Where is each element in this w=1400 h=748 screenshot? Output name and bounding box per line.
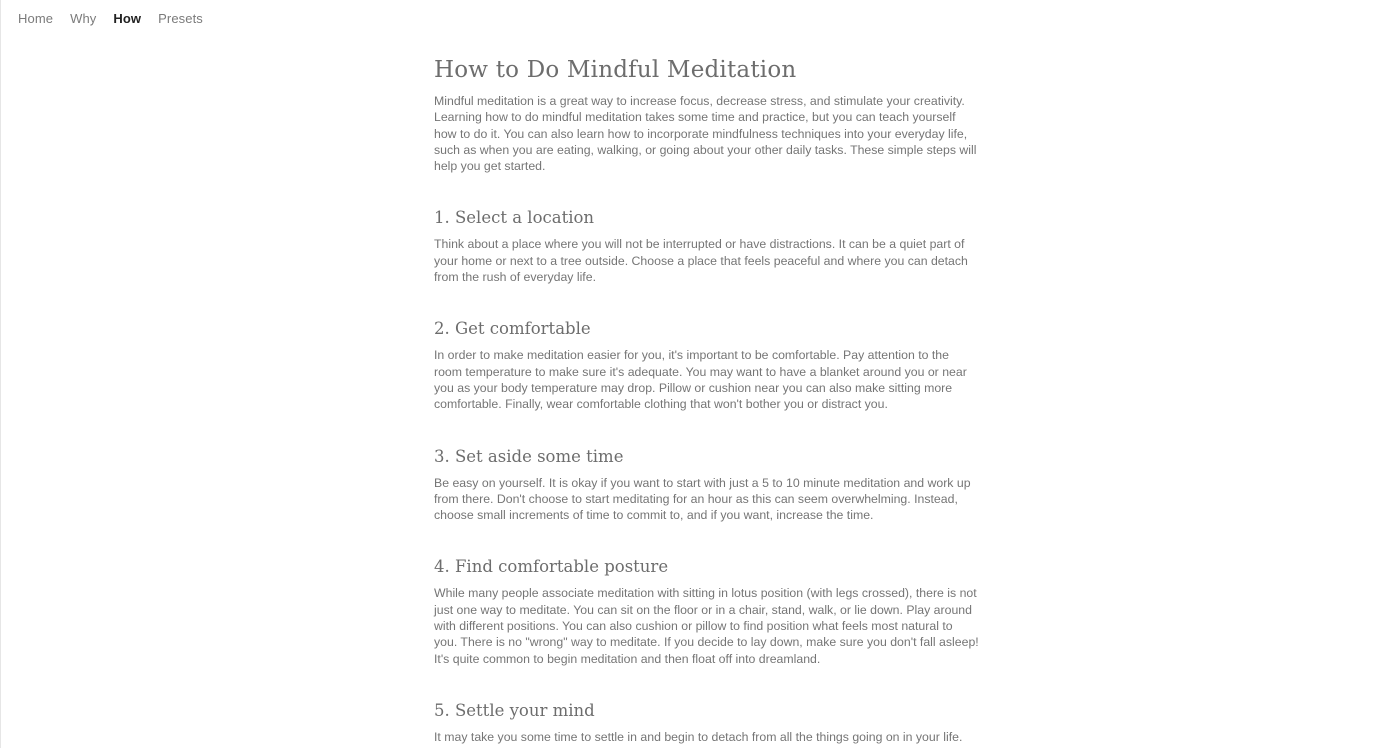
step-get-comfortable: [434, 319, 979, 412]
step-title: 4. Find comfortable posture: [434, 557, 669, 577]
step-body: While many people associate meditation with sitting in lotus position (with legs crossed), there is not just one way to meditate. You can sit on the floor or in a chair, stand, walk, or lie down. Play around with different positions. You can also cushion or pillow to find position what feels most natural to you. There is no "wrong" way to meditate. If you decide to lay down, make sure you don't fall asleep! It's quite common to begin meditation and then float off into dreamland.: [434, 586, 979, 666]
nav-link-home[interactable]: Home: [18, 11, 54, 26]
step-title: 5. Settle your mind: [434, 700, 595, 720]
step-title: 3. Set aside some time: [434, 446, 624, 466]
page-title: How to Do Mindful Meditation: [434, 57, 797, 83]
intro-paragraph: Mindful meditation is a great way to increase focus, decrease stress, and stimulate your creativity. Learning how to do mindful meditation takes some time and practice, but you can teach yourself how to do it. You can also learn how to incorporate mindfulness techniques into your everyday life, such as when you are eating, walking, or going about your other daily tasks. These simple steps will help you get started.: [434, 94, 977, 174]
step-body: It may take you some time to settle in and begin to detach from all the things going on in your life.: [434, 729, 963, 744]
nav-link-how[interactable]: How: [113, 11, 142, 26]
step-find-posture: [434, 557, 979, 666]
top-nav: [18, 11, 220, 27]
step-settle-mind: [434, 701, 979, 745]
nav-link-presets[interactable]: Presets: [158, 11, 203, 26]
step-set-aside-time: [434, 447, 979, 524]
step-body: Be easy on yourself. It is okay if you want to start with just a 5 to 10 minute meditation and work up from there. Don't choose to start meditating for an hour as this can seem overwhelming. Instead, choose small increments of time to commit to, and if you want, increase the time.: [434, 475, 971, 523]
step-title: 1. Select a location: [434, 208, 595, 228]
nav-link-why[interactable]: Why: [70, 11, 97, 26]
step-select-location: [434, 208, 979, 285]
article: [434, 56, 979, 748]
step-body: Think about a place where you will not be interrupted or have distractions. It can be a quiet part of your home or next to a tree outside. Choose a place that feels peaceful and where you can detach from the rush of everyday life.: [434, 237, 968, 285]
step-title: 2. Get comfortable: [434, 319, 591, 339]
step-body: In order to make meditation easier for you, it's important to be comfortable. Pay attention to the room temperature to make sure it's adequate. You may want to have a blanket around you or near you as your body temperature may drop. Pillow or cushion near you can also make sitting more comfortable. Finally, wear comfortable clothing that won't bother you or distract you.: [434, 348, 967, 412]
